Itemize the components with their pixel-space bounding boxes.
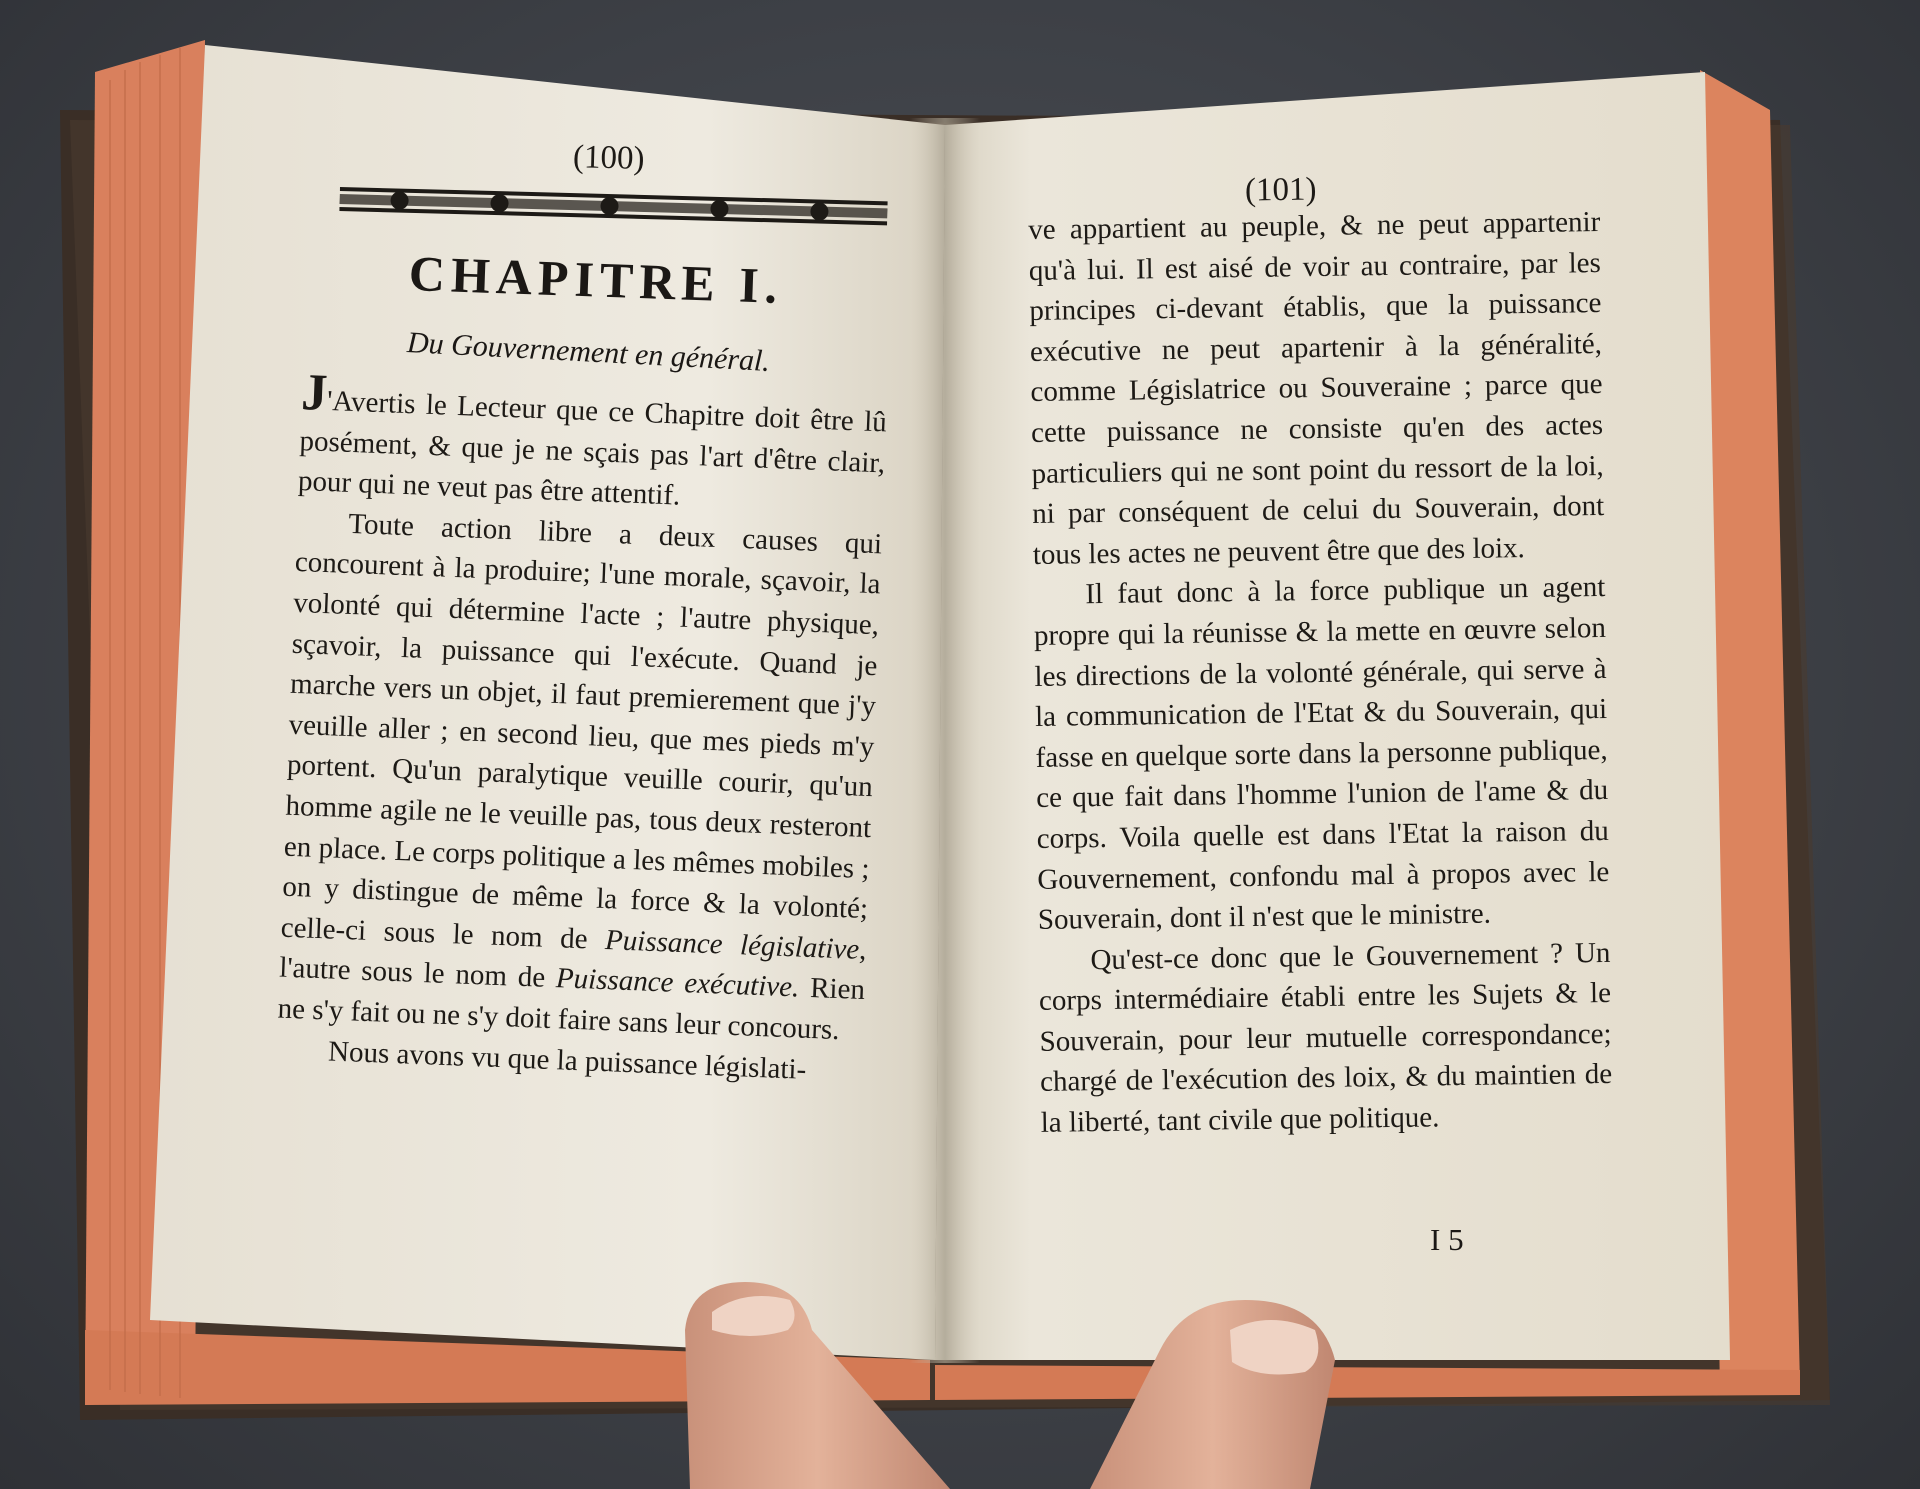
finger-right-nail <box>1230 1320 1318 1374</box>
left-page-number: (100) <box>572 139 645 177</box>
right-page-block-bottom <box>935 1365 1800 1400</box>
left-paragraph-2-text-b: , l'autre sous le nom de <box>278 933 868 995</box>
right-paragraph-2: Il faut donc à la force publique un agent propre qui la réunisse & la mette en œuvre selon les directions de la volonté générale, qui serve à la communication de l'Etat & du Souverain, qui fasse en quelque sorte dans la personne publique, ce que fait dans l'homme l'union de l'ame & du corps. Voila quelle est dans l'Etat la raison du Gouvernement, confondu mal à propos avec le Souverain, dont il n'est que le ministre. <box>1033 571 1610 937</box>
left-paragraph-2-text-c: Rien ne s'y fait ou ne s'y doit faire sans leur concours. <box>277 971 866 1047</box>
left-paragraph-3: Nous avons vu que la puissance législati- <box>327 1035 807 1086</box>
right-paragraph-1: ve appartient au peuple, & ne peut appartenir qu'à lui. Il est aisé de voir au contraire, par les principes ci-devant établis, que la puissance exécutive ne peut apartenir à la généralité, comme Législatrice ou Souveraine ; parce que cette puissance ne consiste qu'en des actes particuliers qui ne sont point du ressort de la loi, ni par conséquent de celui du Souverain, dont tous les actes ne peuvent être que des loix. <box>1028 206 1605 571</box>
left-page-body <box>269 364 888 1250</box>
right-page-body <box>1028 202 1615 1270</box>
left-paragraph-2 <box>277 502 883 1052</box>
drop-cap: J <box>300 364 329 422</box>
left-paragraph-2-text-a: Toute action libre a deux causes qui concourent à la produire; l'une morale, sçavoir, la volonté qui détermine l'acte ; l'autre physique, sçavoir, la puissance qui l'exécute. Quand je marche vers un objet, il faut premierement que j'y veuille aller ; en second lieu, que mes pieds m'y portent. Qu'un paralytique veuille courir, qu'un homme agile ne le veuille pas, tous deux resteront en place. Le corps politique a les mêmes mobiles ; on y distingue de même la force & la volonté; celle-ci sous le nom de <box>280 507 883 956</box>
signature-mark: I 5 <box>1430 1222 1464 1257</box>
left-paragraph-1 <box>297 364 888 524</box>
term-puissance-executive: Puissance exécutive. <box>555 962 800 1004</box>
term-puissance-legislative: Puissance législative <box>604 923 860 966</box>
gutter-shadow <box>910 118 980 1363</box>
chapter-heading: CHAPITRE I. <box>408 244 785 315</box>
right-paragraph-3: Qu'est-ce donc que le Gouvernement ? Un corps intermédiaire établi entre les Sujets & le Souverain, pour leur mutuelle correspondance; chargé de l'exécution des loix, & du maintien de la liberté, tant civile que politique. <box>1038 936 1613 1139</box>
chapter-subtitle: Du Gouvernement en général. <box>406 326 771 378</box>
left-paragraph-1-text: 'Avertis le Lecteur que ce Chapitre doit être lû posément, & que je ne sçais pas l'art d'être clair, pour qui ne veut pas être attentif. <box>297 384 888 512</box>
right-page-number: (101) <box>1244 171 1317 209</box>
